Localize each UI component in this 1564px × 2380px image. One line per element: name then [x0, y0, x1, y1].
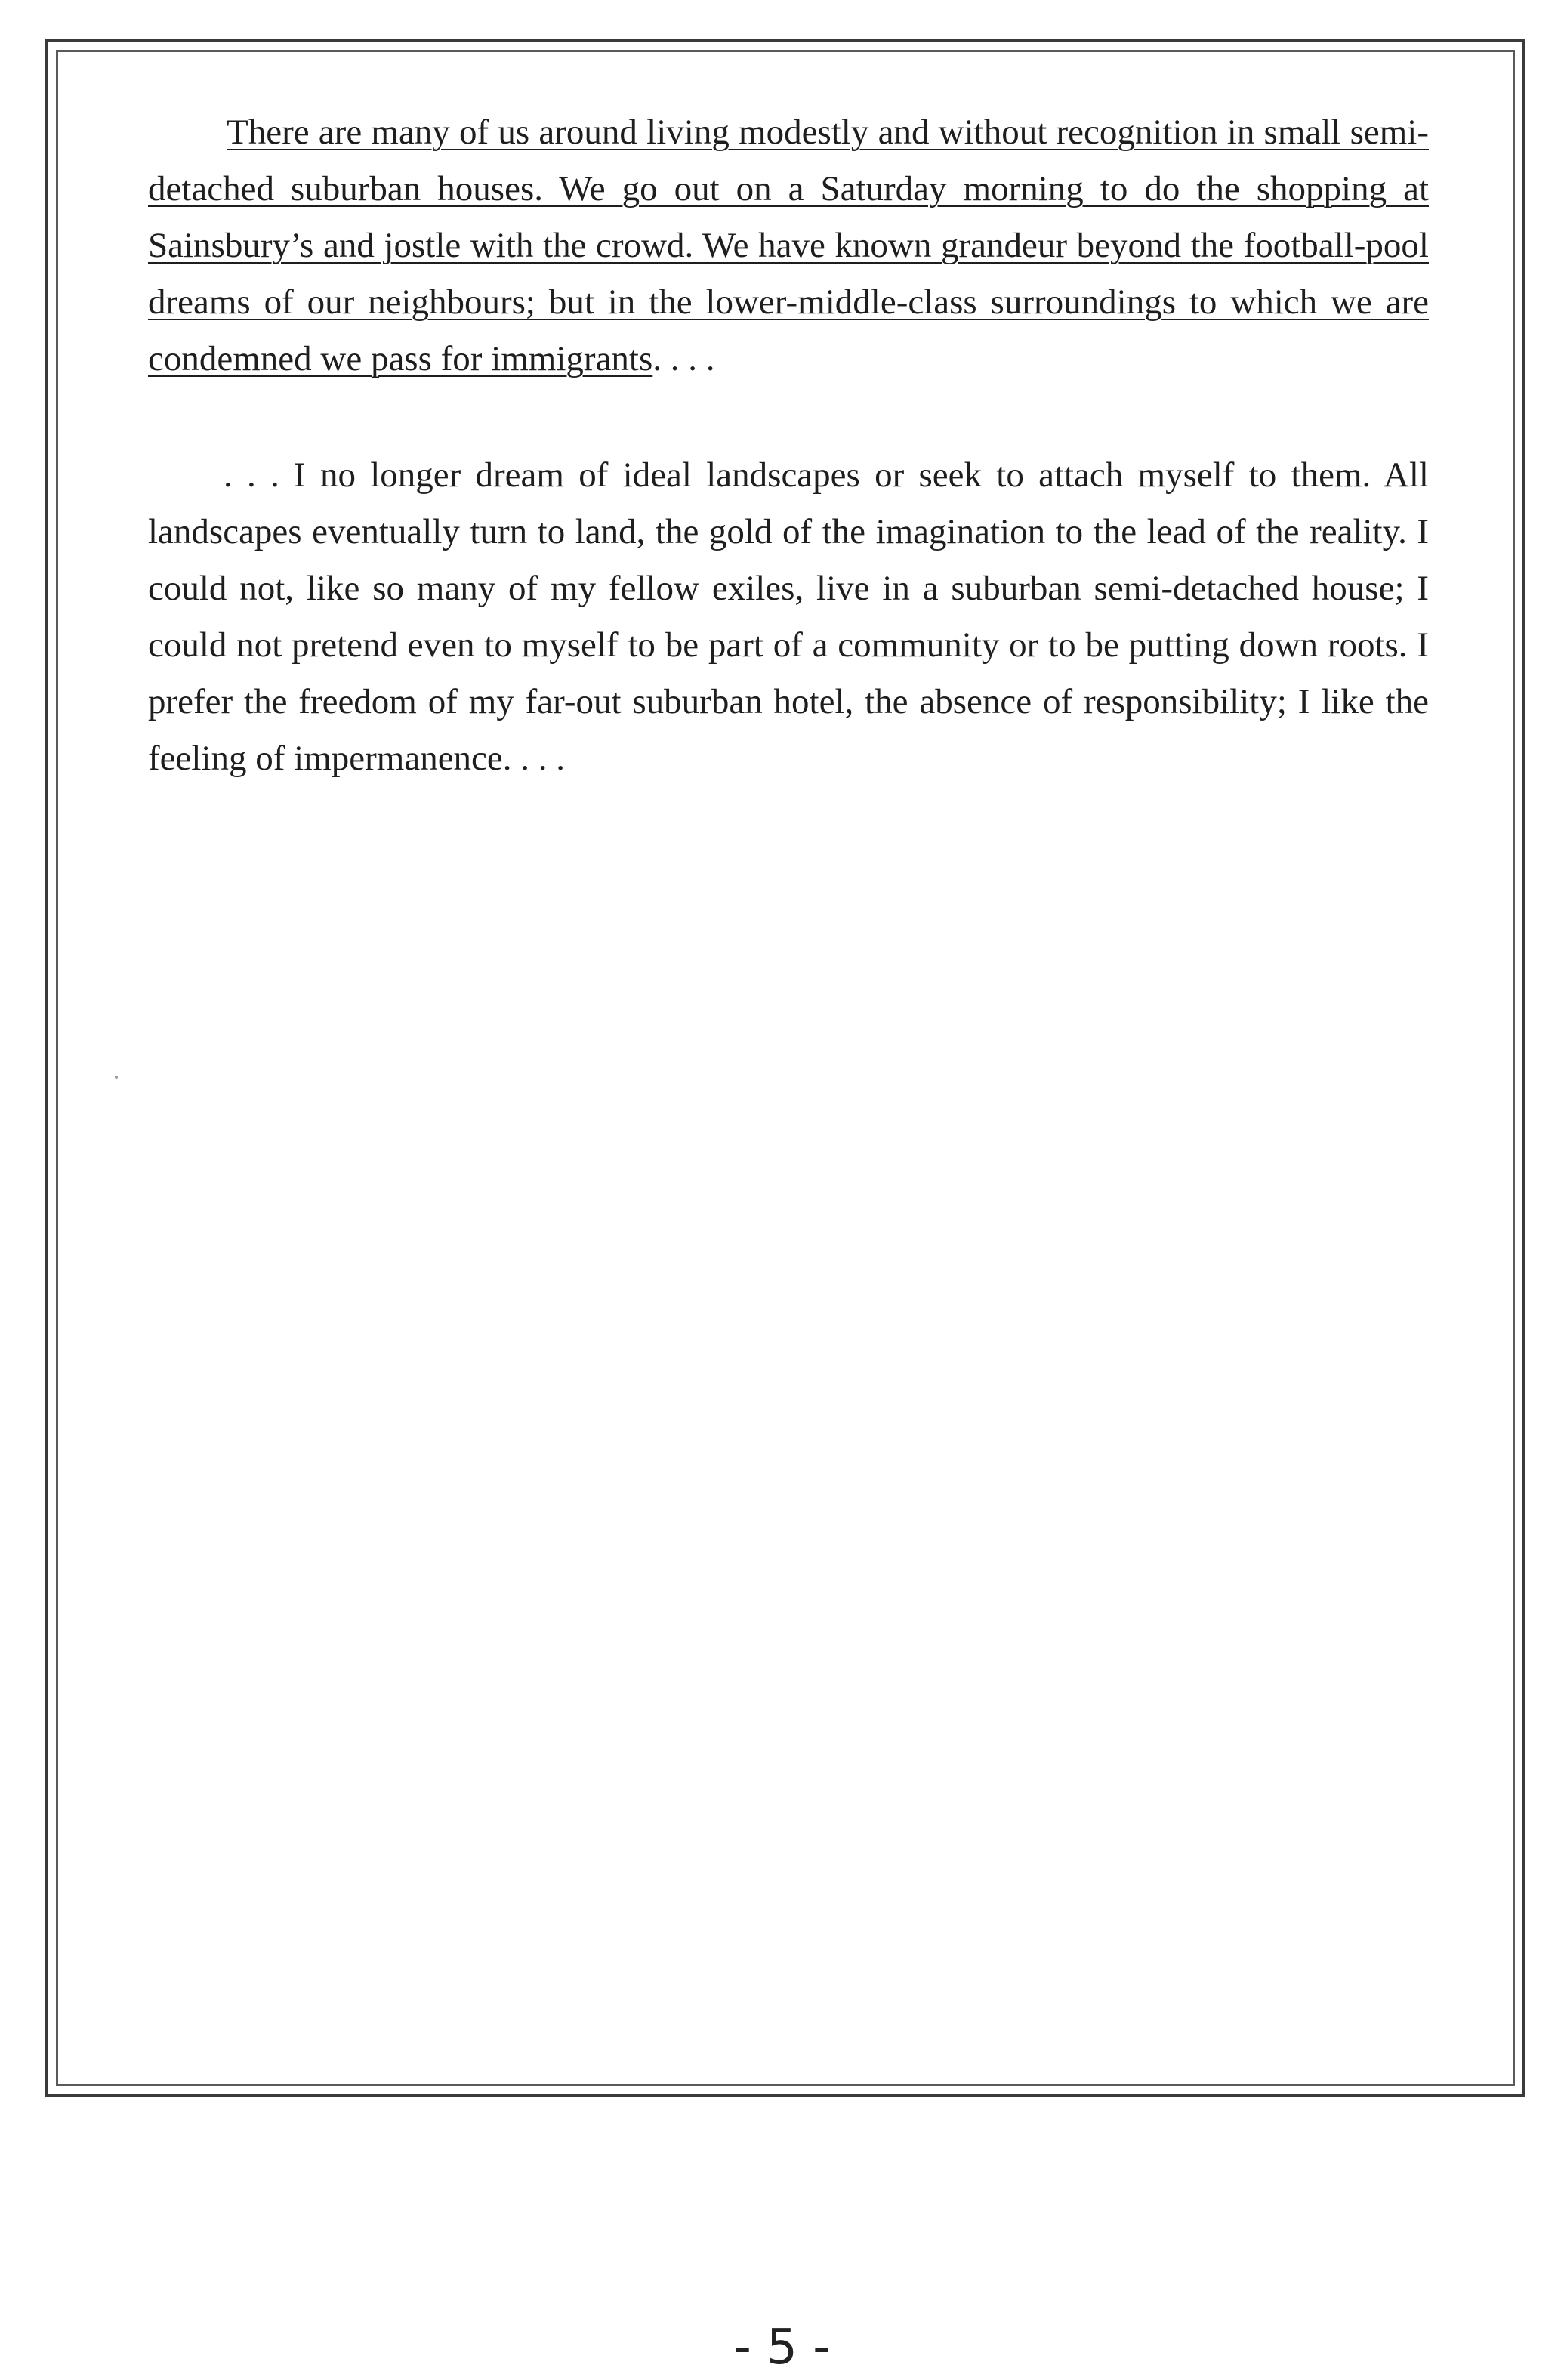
quoted-paragraph-underlined	[148, 104, 1429, 387]
paragraph-ellipsis: . . . .	[652, 339, 715, 378]
underlined-passage: There are many of us around living modestly and without recognition in small semi-detached suburban houses. We go out on a Saturday morning to do the shopping at Sainsbury’s and jostle with the crowd. We have known grandeur beyond the football-pool dreams of our neighbours; but in the lower-middle-class surroundings to which we are condemned we pass for immigrants	[148, 113, 1429, 378]
quoted-paragraph: . . . I no longer dream of ideal landscapes or seek to attach myself to them. All landscapes eventually turn to land, the gold of the imagination to the lead of the reality. I could not, like so many of my fellow exiles, live in a suburban semi-detached house; I could not pretend even to myself to be part of a community or to be putting down roots. I prefer the freedom of my far-out suburban hotel, the absence of responsibility; I like the feeling of impermanence. . . .	[148, 455, 1429, 778]
scan-speck	[115, 1076, 118, 1079]
page-number: - 5 -	[733, 2320, 831, 2375]
